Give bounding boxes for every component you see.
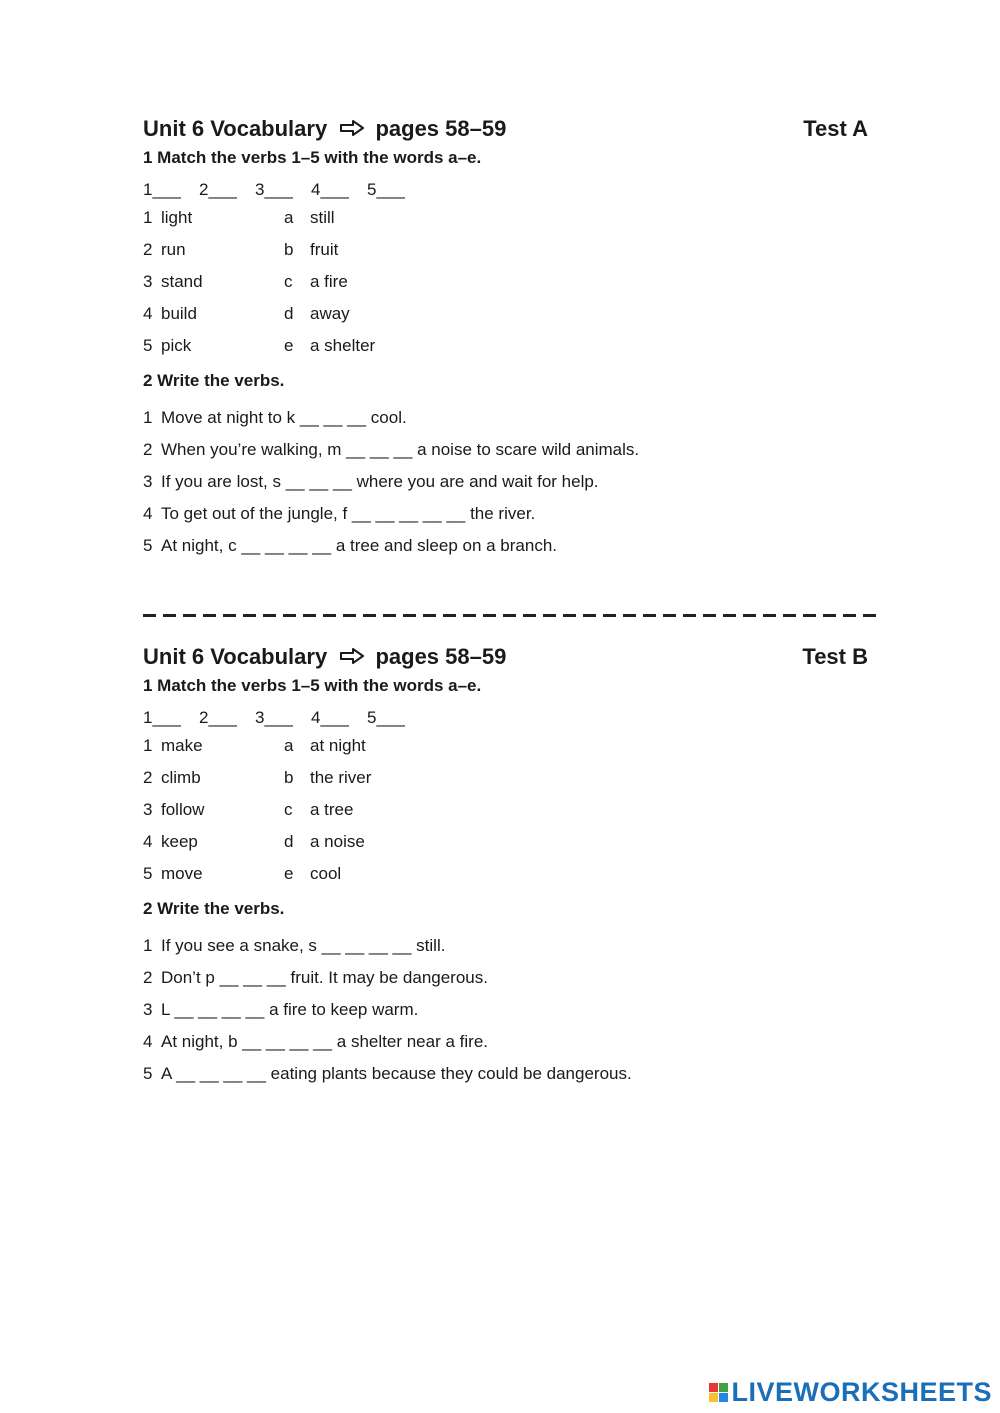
item-number: 2 xyxy=(143,968,153,987)
match-row xyxy=(143,266,868,298)
logo-square xyxy=(719,1383,728,1392)
sentence-text[interactable]: A __ __ __ __ eating plants because they could be dangerous. xyxy=(161,1064,632,1083)
test-a-section xyxy=(143,114,868,562)
answer-slot[interactable]: 4___ xyxy=(311,708,349,727)
liveworksheets-logo[interactable] xyxy=(709,1377,992,1407)
verb: make xyxy=(161,736,203,755)
item-number: 5 xyxy=(143,336,153,355)
word: a noise xyxy=(310,832,365,851)
sentence-row xyxy=(143,466,868,498)
sentence-row xyxy=(143,498,868,530)
logo-square xyxy=(709,1383,718,1392)
answer-slot[interactable]: 2___ xyxy=(199,180,237,199)
word: still xyxy=(310,208,335,227)
sentence-text[interactable]: Don’t p __ __ __ fruit. It may be dangerous. xyxy=(161,968,488,987)
verb: run xyxy=(161,240,186,259)
sentence-row xyxy=(143,434,868,466)
verb: build xyxy=(161,304,197,323)
item-letter: c xyxy=(284,800,293,819)
answer-slot[interactable]: 3___ xyxy=(255,708,293,727)
test-header xyxy=(143,114,868,144)
answer-slot[interactable]: 5___ xyxy=(367,180,405,199)
item-number: 1 xyxy=(143,208,153,227)
sentence-text[interactable]: If you are lost, s __ __ __ where you are and wait for help. xyxy=(161,472,599,491)
answer-slot[interactable]: 3___ xyxy=(255,180,293,199)
item-letter: b xyxy=(284,768,294,787)
item-letter: a xyxy=(284,736,294,755)
item-letter: c xyxy=(284,272,293,291)
word: away xyxy=(310,304,350,323)
arrow-right-icon xyxy=(339,648,365,664)
item-letter: b xyxy=(284,240,294,259)
logo-text: LIVEWORKSHEETS xyxy=(731,1376,992,1407)
logo-square xyxy=(709,1393,718,1402)
test-header xyxy=(143,642,868,672)
item-number: 3 xyxy=(143,800,153,819)
word: a tree xyxy=(310,800,354,819)
item-number: 4 xyxy=(143,1032,153,1051)
word: the river xyxy=(310,768,372,787)
exercise-2-instruction: 2 Write the verbs. xyxy=(143,899,285,918)
verb: light xyxy=(161,208,193,227)
logo-mark-icon xyxy=(709,1383,728,1402)
arrow-right-icon xyxy=(339,120,365,136)
match-row xyxy=(143,298,868,330)
cut-line-divider xyxy=(143,614,881,617)
item-number: 3 xyxy=(143,1000,153,1019)
match-row xyxy=(143,858,868,890)
verb: move xyxy=(161,864,203,883)
unit-title: Unit 6 Vocabulary xyxy=(143,644,328,669)
answer-slot[interactable]: 2___ xyxy=(199,708,237,727)
answer-slots xyxy=(143,178,868,202)
match-row xyxy=(143,730,868,762)
item-number: 5 xyxy=(143,864,153,883)
sentence-text[interactable]: At night, c __ __ __ __ a tree and sleep on a branch. xyxy=(161,536,558,555)
item-number: 4 xyxy=(143,304,153,323)
sentence-text[interactable]: L __ __ __ __ a fire to keep warm. xyxy=(161,1000,419,1019)
verb: follow xyxy=(161,800,205,819)
item-number: 2 xyxy=(143,240,153,259)
answer-slot[interactable]: 1___ xyxy=(143,180,181,199)
match-row xyxy=(143,794,868,826)
item-letter: d xyxy=(284,304,294,323)
sentence-text[interactable]: When you’re walking, m __ __ __ a noise to scare wild animals. xyxy=(161,440,640,459)
answer-slots xyxy=(143,706,868,730)
test-b-section xyxy=(143,642,868,1090)
exercise-1-instruction: 1 Match the verbs 1–5 with the words a–e. xyxy=(143,148,482,167)
item-letter: e xyxy=(284,336,294,355)
sentence-text[interactable]: At night, b __ __ __ __ a shelter near a fire. xyxy=(161,1032,488,1051)
item-letter: d xyxy=(284,832,294,851)
test-label: Test A xyxy=(803,116,868,141)
sentence-row xyxy=(143,1026,868,1058)
answer-slot[interactable]: 1___ xyxy=(143,708,181,727)
item-number: 1 xyxy=(143,736,153,755)
item-number: 3 xyxy=(143,472,153,491)
word: cool xyxy=(310,864,342,883)
exercise-2-instruction: 2 Write the verbs. xyxy=(143,371,285,390)
verb: climb xyxy=(161,768,201,787)
match-row xyxy=(143,234,868,266)
match-row xyxy=(143,330,868,362)
word: at night xyxy=(310,736,366,755)
match-row xyxy=(143,762,868,794)
word: a fire xyxy=(310,272,348,291)
item-letter: e xyxy=(284,864,294,883)
item-number: 2 xyxy=(143,768,153,787)
test-label: Test B xyxy=(802,644,868,669)
item-letter: a xyxy=(284,208,294,227)
item-number: 4 xyxy=(143,832,153,851)
pages-ref: pages 58–59 xyxy=(375,116,507,141)
sentence-text[interactable]: To get out of the jungle, f __ __ __ __ __ the river. xyxy=(161,504,536,523)
exercise-1-instruction: 1 Match the verbs 1–5 with the words a–e. xyxy=(143,676,482,695)
item-number: 1 xyxy=(143,408,153,427)
verb: pick xyxy=(161,336,192,355)
sentence-row xyxy=(143,930,868,962)
verb: keep xyxy=(161,832,198,851)
sentence-text[interactable]: If you see a snake, s __ __ __ __ still. xyxy=(161,936,446,955)
item-number: 5 xyxy=(143,536,153,555)
verb: stand xyxy=(161,272,203,291)
sentence-row xyxy=(143,530,868,562)
sentence-row xyxy=(143,402,868,434)
item-number: 3 xyxy=(143,272,153,291)
sentence-row xyxy=(143,962,868,994)
word: a shelter xyxy=(310,336,376,355)
item-number: 1 xyxy=(143,936,153,955)
sentence-row xyxy=(143,1058,868,1090)
sentence-row xyxy=(143,994,868,1026)
answer-slot[interactable]: 4___ xyxy=(311,180,349,199)
pages-ref: pages 58–59 xyxy=(375,644,507,669)
sentence-text[interactable]: Move at night to k __ __ __ cool. xyxy=(161,408,407,427)
match-row xyxy=(143,826,868,858)
unit-title: Unit 6 Vocabulary xyxy=(143,116,328,141)
answer-slot[interactable]: 5___ xyxy=(367,708,405,727)
item-number: 4 xyxy=(143,504,153,523)
logo-square xyxy=(719,1393,728,1402)
item-number: 5 xyxy=(143,1064,153,1083)
item-number: 2 xyxy=(143,440,153,459)
word: fruit xyxy=(310,240,339,259)
match-row xyxy=(143,202,868,234)
